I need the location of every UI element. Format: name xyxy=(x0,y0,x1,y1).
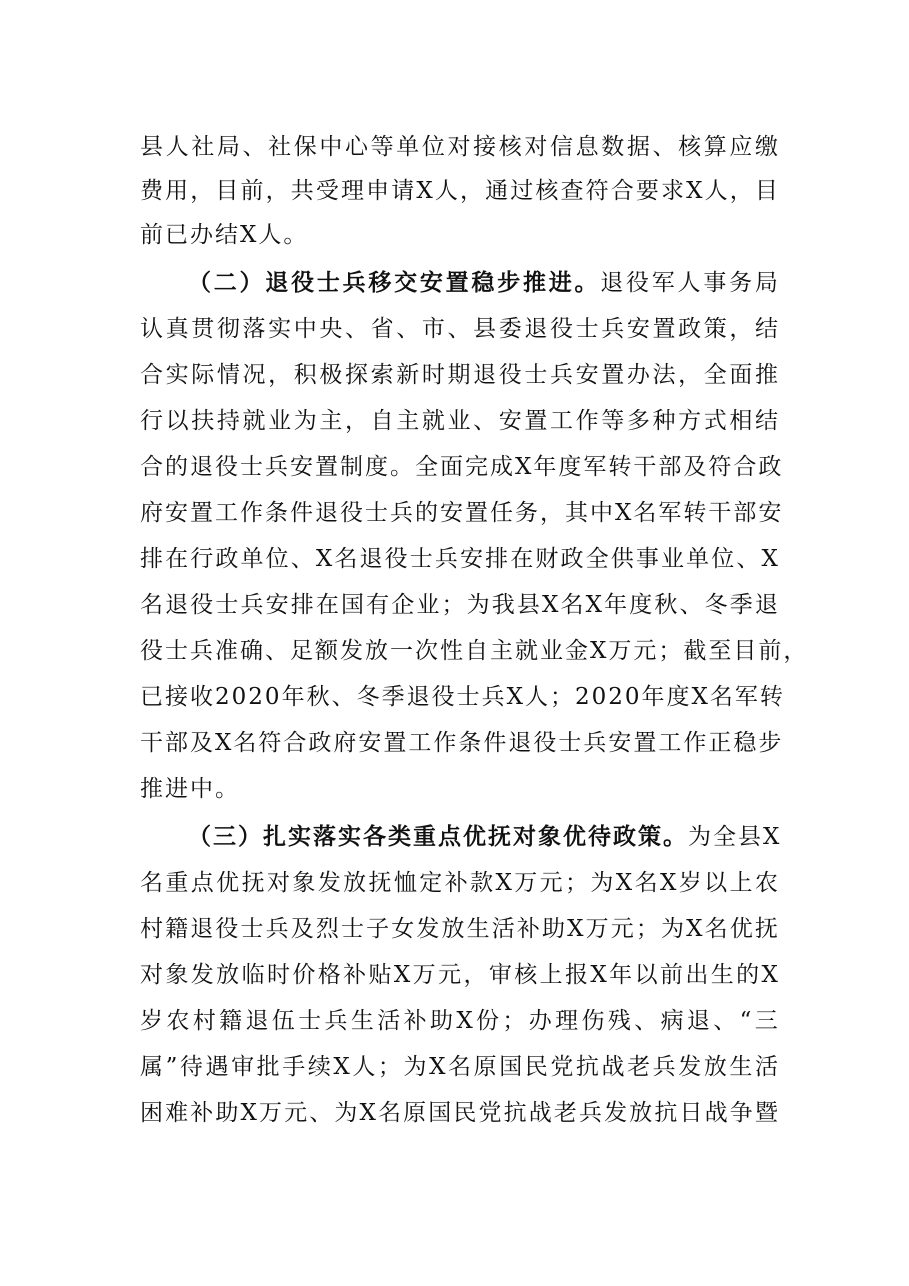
body-text-line: 名 重 点 优 抚 对 象 发 放 抚 恤 定 补 款 X 万 元 ； 为 X 名 X 岁 以 上 农 xyxy=(140,870,780,896)
body-text-line: 合 的 退 役 士 兵 安 置 制 度 。 全 面 完 成 X 年 度 军 转 干 部 及 符 合 政 xyxy=(140,454,784,480)
body-text-line: 村 籍 退 役 士 兵 及 烈 士 子 女 发 放 生 活 补 助 X 万 元 ； 为 X 名 优 抚 xyxy=(140,916,780,942)
body-text-line: 县 人 社 局 、 社 保 中 心 等 单 位 对 接 核 对 信 息 数 据 、 核 算 应 缴 xyxy=(140,134,780,160)
body-text-line: 岁 农 村 籍 退 伍 士 兵 生 活 补 助 X 份 ； 办 理 伤 残 、 病 退 、 “ 三 xyxy=(140,1008,780,1034)
body-text-line: 已 接 收 2 0 2 0 年 秋 、 冬 季 退 役 士 兵 X 人 ； 2 0 2 0 年 度 X 名 军 转 xyxy=(140,684,785,710)
section-heading-line: （ 三 ） 扎 实 落 实 各 类 重 点 优 抚 对 象 优 待 政 策 。 为 全 县 X xyxy=(188,823,782,850)
section-heading-line: （ 二 ） 退 役 士 兵 移 交 安 置 稳 步 推 进 。 退 役 军 人 事 务 局 xyxy=(188,269,780,296)
body-text-line: 府 安 置 工 作 条 件 退 役 士 兵 的 安 置 任 务 ， 其 中 X 名 军 转 干 部 安 xyxy=(140,500,784,526)
body-text-line: 行 以 扶 持 就 业 为 主 ， 自 主 就 业 、 安 置 工 作 等 多 种 方 式 相 结 xyxy=(140,408,780,434)
body-text-line: 对 象 发 放 临 时 价 格 补 贴 X 万 元 ， 审 核 上 报 X 年 以 前 出 生 的 X xyxy=(140,962,780,988)
body-text-line: 认 真 贯 彻 落 实 中 央 、 省 、 市 、 县 委 退 役 士 兵 安 置 政 策 ， 结 xyxy=(140,316,780,342)
body-text-line: 名 退 役 士 兵 安 排 在 国 有 企 业 ； 为 我 县 X 名 X 年 度 秋 、 冬 季 退 xyxy=(140,592,780,618)
body-text-line: 推 进 中 。 xyxy=(140,776,240,802)
body-text-line: 属 ” 待 遇 审 批 手 续 X 人 ； 为 X 名 原 国 民 党 抗 战 老 兵 发 放 生 活 xyxy=(140,1054,780,1080)
body-text-line: 前 已 办 结 X 人 。 xyxy=(140,222,309,248)
body-text-line: 役 士 兵 准 确 、 足 额 发 放 一 次 性 自 主 就 业 金 X 万 元 ； 截 至 目 前 ， xyxy=(140,638,809,664)
body-text-line: 干 部 及 X 名 符 合 政 府 安 置 工 作 条 件 退 役 士 兵 安 置 工 作 正 稳 步 xyxy=(140,730,784,756)
body-text-line: 困 难 补 助 X 万 元 、 为 X 名 原 国 民 党 抗 战 老 兵 发 放 抗 日 战 争 暨 xyxy=(140,1100,780,1126)
body-text-line: 排 在 行 政 单 位 、 X 名 退 役 士 兵 安 排 在 财 政 全 供 事 业 单 位 、 X xyxy=(140,546,780,572)
body-text-line: 合 实 际 情 况 ， 积 极 探 索 新 时 期 退 役 士 兵 安 置 办 法 ， 全 面 推 xyxy=(140,362,780,388)
body-text-line: 费 用 ， 目 前 ， 共 受 理 申 请 X 人 ， 通 过 核 查 符 合 要 求 X 人 ， 目 xyxy=(140,178,780,204)
